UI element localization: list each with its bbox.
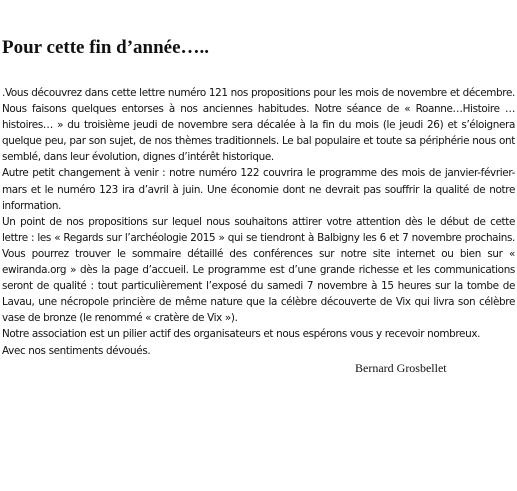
letter-title: Pour cette fin d’année….. <box>2 37 210 58</box>
paragraph-association: Notre association est un pilier actif des organisateurs et nous espérons vous y recevoir nombreux. <box>2 328 481 341</box>
paragraph-closing: Avec nos sentiments dévoués. <box>2 344 151 357</box>
paragraph-intro: .Vous découvrez dans cette lettre numéro 121 nos propositions pour les mois de novembre et décembre. Nous faisons quelques entorses à nos anciennes habitudes. Notre séance de « Roanne…Histoire …histoires… » du troisième jeudi de novembre sera décalée à la fin du mois (le jeudi 26) et s’éloignera quelque peu, par son sujet, de nos thèmes traditionnels. Le bal populaire et toute sa périphérie nous ont semblé, dans leur évolution, dignes d’intérêt historique. <box>2 87 515 164</box>
signature: Bernard Grosbellet <box>355 361 447 375</box>
paragraph-change: Autre petit changement à venir : notre numéro 122 couvrira le programme des mois de janvier-février-mars et le numéro 123 ira d’avril à juin. Une économie dont ne devrait pas souffrir la qualité de notre information. <box>2 167 515 212</box>
paragraph-archeology: Un point de nos propositions sur lequel nous souhaitons attirer votre attention dès le début de cette lettre : les « Regards sur l’archéologie 2015 » qui se tiendront à Balbigny les 6 et 7 novembre prochains. Vous pourrez trouver le sommaire détaillé des conférences sur notre site internet ou bien sur « ewiranda.org » dès la page d’accueil. Le programme est d’une grande richesse et les communications seront de qualité : tout particulièrement l’exposé du samedi 7 novembre à 15 heures sur la tombe de Lavau, une nécropole princière de même nature que la célèbre découverte de Vix qui livra son célèbre vase de bronze (le renommé « cratère de Vix »). <box>2 215 515 325</box>
letter-body <box>2 85 515 359</box>
